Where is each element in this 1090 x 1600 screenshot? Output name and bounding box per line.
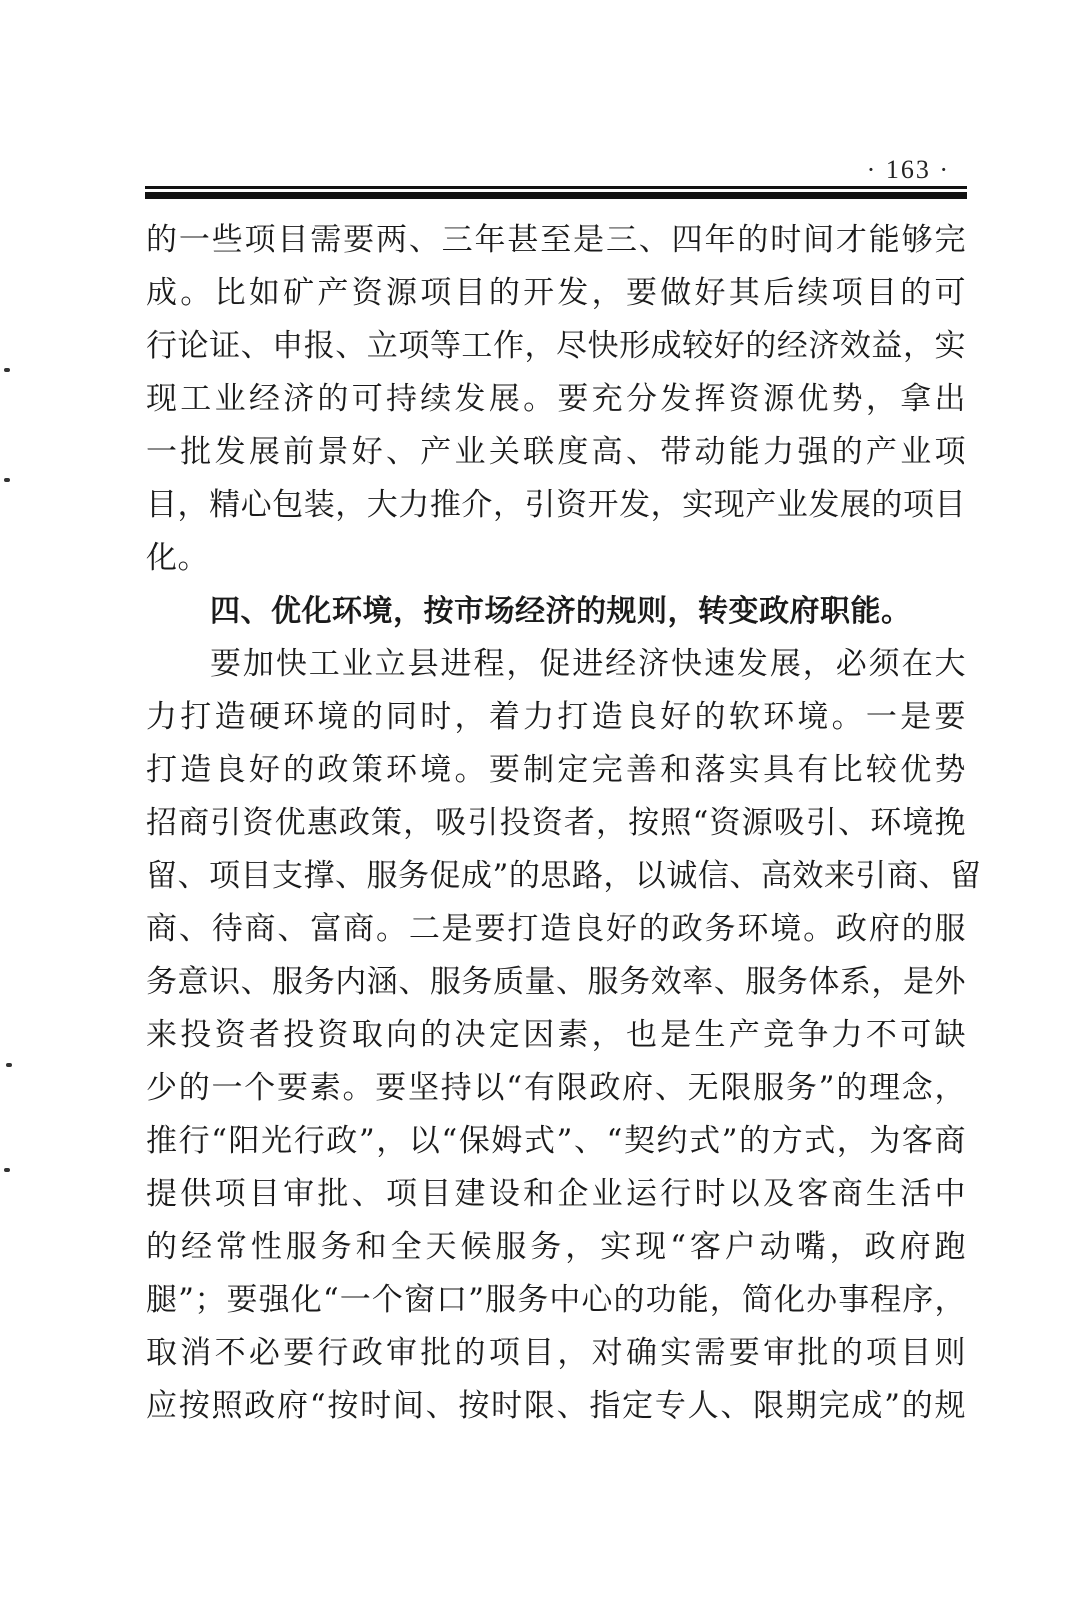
text-line: 务意识、服务内涵、服务质量、服务效率、服务体系，是外 — [146, 964, 966, 1000]
text-line: 取消不必要行政审批的项目，对确实需要审批的项目则 — [146, 1335, 966, 1371]
section-heading: 四、优化环境，按市场经济的规则，转变政府职能。 — [210, 594, 912, 629]
text-line: 来投资者投资取向的决定因素，也是生产竞争力不可缺 — [146, 1017, 966, 1053]
scan-speck — [4, 368, 10, 372]
text-line: 的经常性服务和全天候服务，实现“客户动嘴，政府跑 — [146, 1229, 966, 1265]
text-line: 商、待商、富商。二是要打造良好的政务环境。政府的服 — [146, 911, 966, 947]
text-line: 推行“阳光行政”，以“保姆式”、“契约式”的方式，为客商 — [146, 1123, 966, 1159]
text-line: 行论证、申报、立项等工作，尽快形成较好的经济效益，实 — [146, 328, 966, 364]
text-line: 目，精心包装，大力推介，引资开发，实现产业发展的项目 — [146, 487, 966, 523]
text-line: 少的一个要素。要坚持以“有限政府、无限服务”的理念， — [146, 1070, 966, 1106]
text-line: 留、项目支撑、服务促成”的思路，以诚信、高效来引商、留 — [146, 858, 982, 894]
text-line: 提供项目审批、项目建设和企业运行时以及客商生活中 — [146, 1176, 966, 1212]
text-line: 一批发展前景好、产业关联度高、带动能力强的产业项 — [146, 434, 966, 470]
text-line: 打造良好的政策环境。要制定完善和落实具有比较优势 — [146, 752, 966, 788]
body-text — [146, 214, 982, 1433]
text-line: 腿”；要强化“一个窗口”服务中心的功能，简化办事程序， — [146, 1282, 966, 1318]
text-line: 现工业经济的可持续发展。要充分发挥资源优势，拿出 — [146, 381, 966, 417]
scan-speck — [4, 478, 10, 482]
page-number: · 163 · — [866, 155, 950, 184]
header-rule-thick — [145, 192, 967, 199]
text-line: 化。 — [146, 540, 209, 576]
text-line: 招商引资优惠政策，吸引投资者，按照“资源吸引、环境挽 — [146, 805, 966, 841]
text-line: 的一些项目需要两、三年甚至是三、四年的时间才能够完 — [146, 222, 966, 258]
text-line: 力打造硬环境的同时，着力打造良好的软环境。一是要 — [146, 699, 966, 735]
text-line: 成。比如矿产资源项目的开发，要做好其后续项目的可 — [146, 275, 966, 311]
scan-speck — [4, 1168, 10, 1172]
text-line: 要加快工业立县进程，促进经济快速发展，必须在大 — [210, 646, 966, 682]
header-rule-thin — [145, 186, 967, 189]
text-line: 应按照政府“按时间、按时限、指定专人、限期完成”的规 — [146, 1388, 966, 1424]
scan-speck — [6, 1063, 12, 1067]
